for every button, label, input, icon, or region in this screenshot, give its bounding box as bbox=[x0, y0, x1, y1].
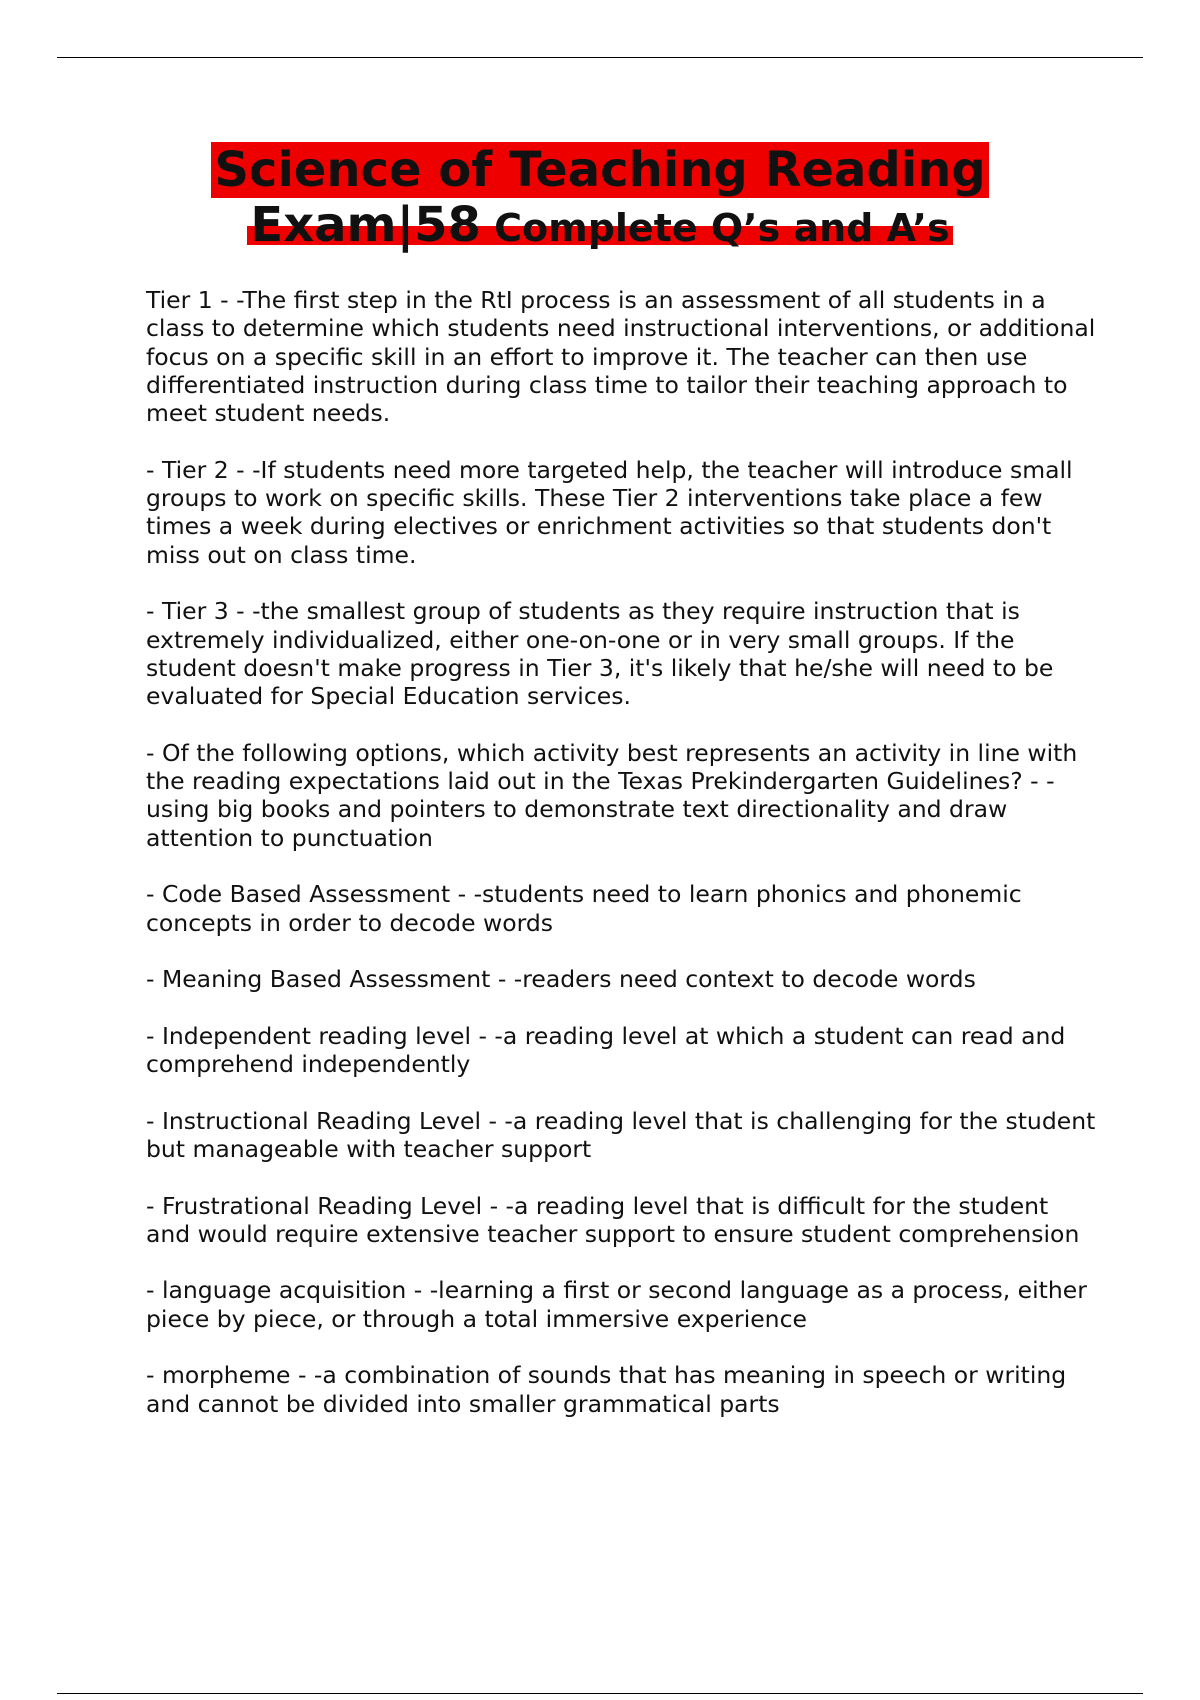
title-line-1: Science of Teaching Reading bbox=[211, 142, 988, 198]
title-line-2-sub: Complete Q’s and A’s bbox=[480, 206, 950, 250]
qa-entry-tier-2: - Tier 2 - -If students need more targeted help, the teacher will introduce small groups to work on specific skills. These Tier 2 interventions take place a few times a week during electives or enrichment activities so that students don't miss out on class time. bbox=[146, 455, 1073, 569]
document-title bbox=[0, 143, 1200, 253]
qa-entry-tier-3: - Tier 3 - -the smallest group of students as they require instruction that is extremely individualized, either one-on-one or in very small groups. If the student doesn't make progress in Tier 3, it's likely that he/she will need to be evaluated for Special Education services. bbox=[146, 597, 1054, 711]
qa-entry-code-based-assessment: - Code Based Assessment - -students need to learn phonics and phonemic concepts in order to decode words bbox=[146, 880, 1022, 937]
qa-entry-frustrational-reading-level: - Frustrational Reading Level - -a reading level that is difficult for the student and would require extensive teacher support to ensure student comprehension bbox=[146, 1191, 1080, 1248]
qa-entry-independent-reading-level: - Independent reading level - -a reading level at which a student can read and comprehend independently bbox=[146, 1021, 1066, 1079]
qa-entry-morpheme: - morpheme - -a combination of sounds that has meaning in speech or writing and cannot be divided into smaller grammatical parts bbox=[146, 1361, 1067, 1418]
qa-entry-meaning-based-assessment: - Meaning Based Assessment - -readers need context to decode words bbox=[146, 965, 976, 994]
qa-entry-prek-guidelines: - Of the following options, which activity best represents an activity in line with the reading expectations laid out in the Texas Prekindergarten Guidelines? - -using big books and pointers to demonstrate text directionality and draw attention to punctuation bbox=[146, 738, 1078, 852]
title-line-2-main: Exam|58 bbox=[250, 197, 481, 253]
footer-rule bbox=[57, 1693, 1143, 1694]
qa-entry-tier-1: Tier 1 - -The first step in the RtI process is an assessment of all students in a class to determine which students need instructional interventions, or additional focus on a specific skill in an effort to improve it. The teacher can then use differentiated instruction during class time to tailor their teaching approach to meet student needs. bbox=[146, 286, 1096, 428]
header-rule bbox=[57, 57, 1143, 58]
qa-entry-language-acquisition: - language acquisition - -learning a first or second language as a process, either piece by piece, or through a total immersive experience bbox=[146, 1276, 1087, 1333]
qa-entry-instructional-reading-level: - Instructional Reading Level - -a reading level that is challenging for the student but manageable with teacher support bbox=[146, 1106, 1096, 1163]
qa-list bbox=[146, 286, 1096, 1446]
